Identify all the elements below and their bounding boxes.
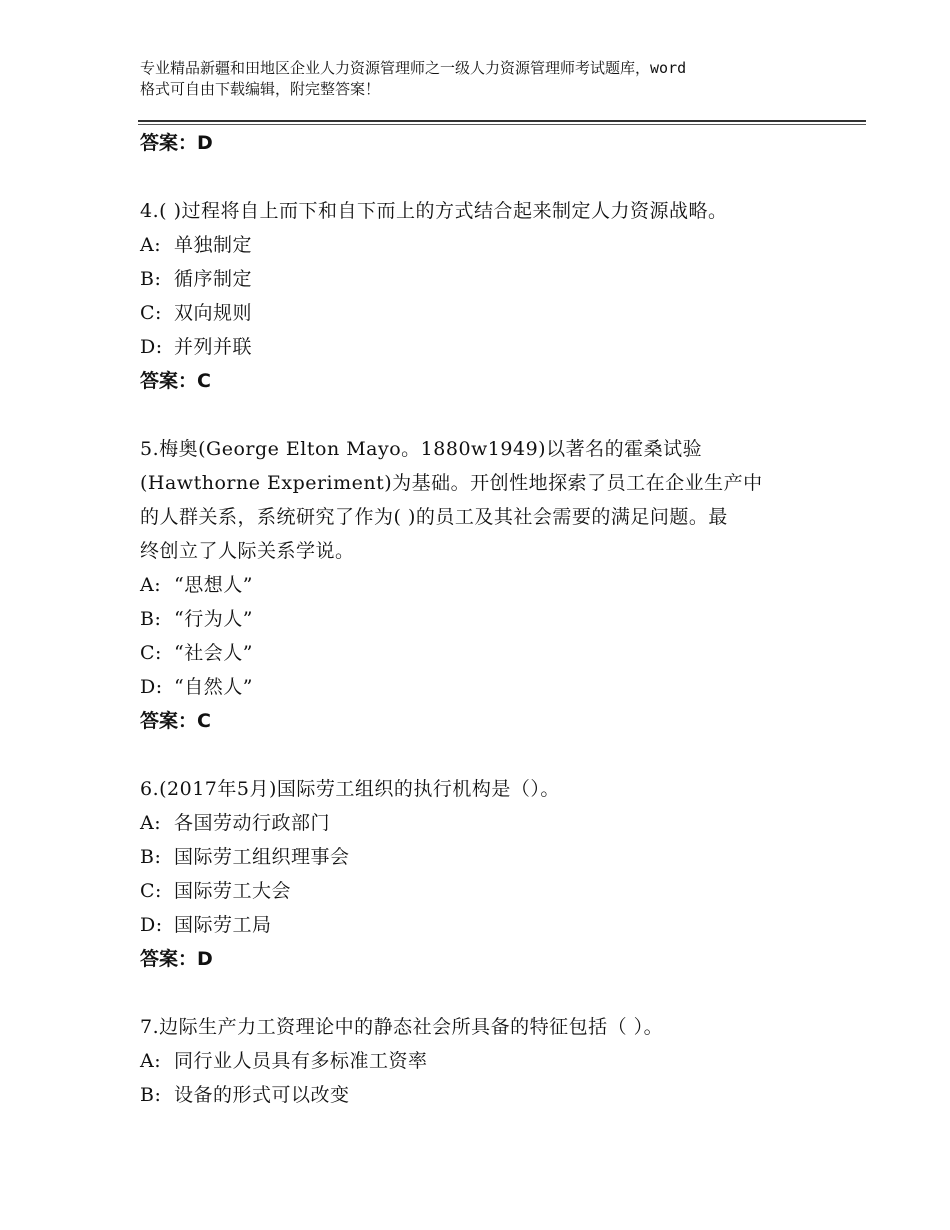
previous-answer: 答案：D [140,132,213,154]
option-key: B: [140,268,162,290]
option-key: A: [140,234,162,256]
header-title-line-2: 格式可自由下载编辑，附完整答案！ [140,80,381,98]
option-text: 设备的形式可以改变 [174,1084,350,1106]
option-key: D: [140,336,163,358]
header-divider-thick [138,120,866,122]
option-key: C: [140,642,162,664]
option-text: 国际劳工局 [174,914,272,936]
option-text: 并列并联 [174,336,253,358]
option-d [140,670,830,704]
option-key: A: [140,1050,162,1072]
answer-label: 答案：D [140,948,213,970]
question-4 [140,194,830,398]
question-text-line: 终创立了人际关系学说。 [140,540,355,562]
option-b [140,840,830,874]
question-5 [140,432,830,738]
answer-label: 答案：C [140,710,211,732]
option-key: B: [140,1084,162,1106]
option-text: 国际劳工组织理事会 [174,846,350,868]
option-text: 国际劳工大会 [174,880,292,902]
option-d [140,908,830,942]
option-a [140,568,830,602]
option-key: D: [140,676,163,698]
option-key: C: [140,302,162,324]
option-key: B: [140,846,162,868]
option-text: “社会人” [174,642,253,664]
option-key: C: [140,880,162,902]
option-c [140,296,830,330]
option-key: D: [140,914,163,936]
question-text-line: 的人群关系，系统研究了作为( )的员工及其社会需要的满足问题。最 [140,506,728,528]
answer-label: 答案：C [140,370,211,392]
option-a [140,228,830,262]
question-text-line: 5.梅奥(George Elton Mayo。1880w1949)以著名的霍桑试验 [140,438,703,460]
option-key: A: [140,574,162,596]
option-b [140,1078,830,1112]
option-c [140,636,830,670]
header-title-line-1: 专业精品新疆和田地区企业人力资源管理师之一级人力资源管理师考试题库，word [140,59,687,77]
question-7 [140,1010,830,1112]
option-text: 双向规则 [174,302,253,324]
question-text: 4.( )过程将自上而下和自下而上的方式结合起来制定人力资源战略。 [140,200,728,222]
option-b [140,602,830,636]
option-text: “行为人” [174,608,253,630]
question-text-line: (Hawthorne Experiment)为基础。开创性地探索了员工在企业生产中 [140,472,763,494]
document-header [140,58,840,100]
option-b [140,262,830,296]
option-text: 各国劳动行政部门 [174,812,331,834]
question-text: 6.(2017年5月)国际劳工组织的执行机构是（）。 [140,778,560,800]
option-text: 单独制定 [174,234,253,256]
option-a [140,806,830,840]
header-divider-thin [138,124,866,125]
option-d [140,330,830,364]
option-key: A: [140,812,162,834]
option-a [140,1044,830,1078]
question-list [140,126,830,1112]
question-6 [140,772,830,976]
option-key: B: [140,608,162,630]
option-c [140,874,830,908]
option-text: 循序制定 [174,268,253,290]
option-text: “思想人” [174,574,253,596]
option-text: “自然人” [174,676,253,698]
option-text: 同行业人员具有多标准工资率 [174,1050,428,1072]
question-text: 7.边际生产力工资理论中的静态社会所具备的特征包括（ ）。 [140,1016,664,1038]
